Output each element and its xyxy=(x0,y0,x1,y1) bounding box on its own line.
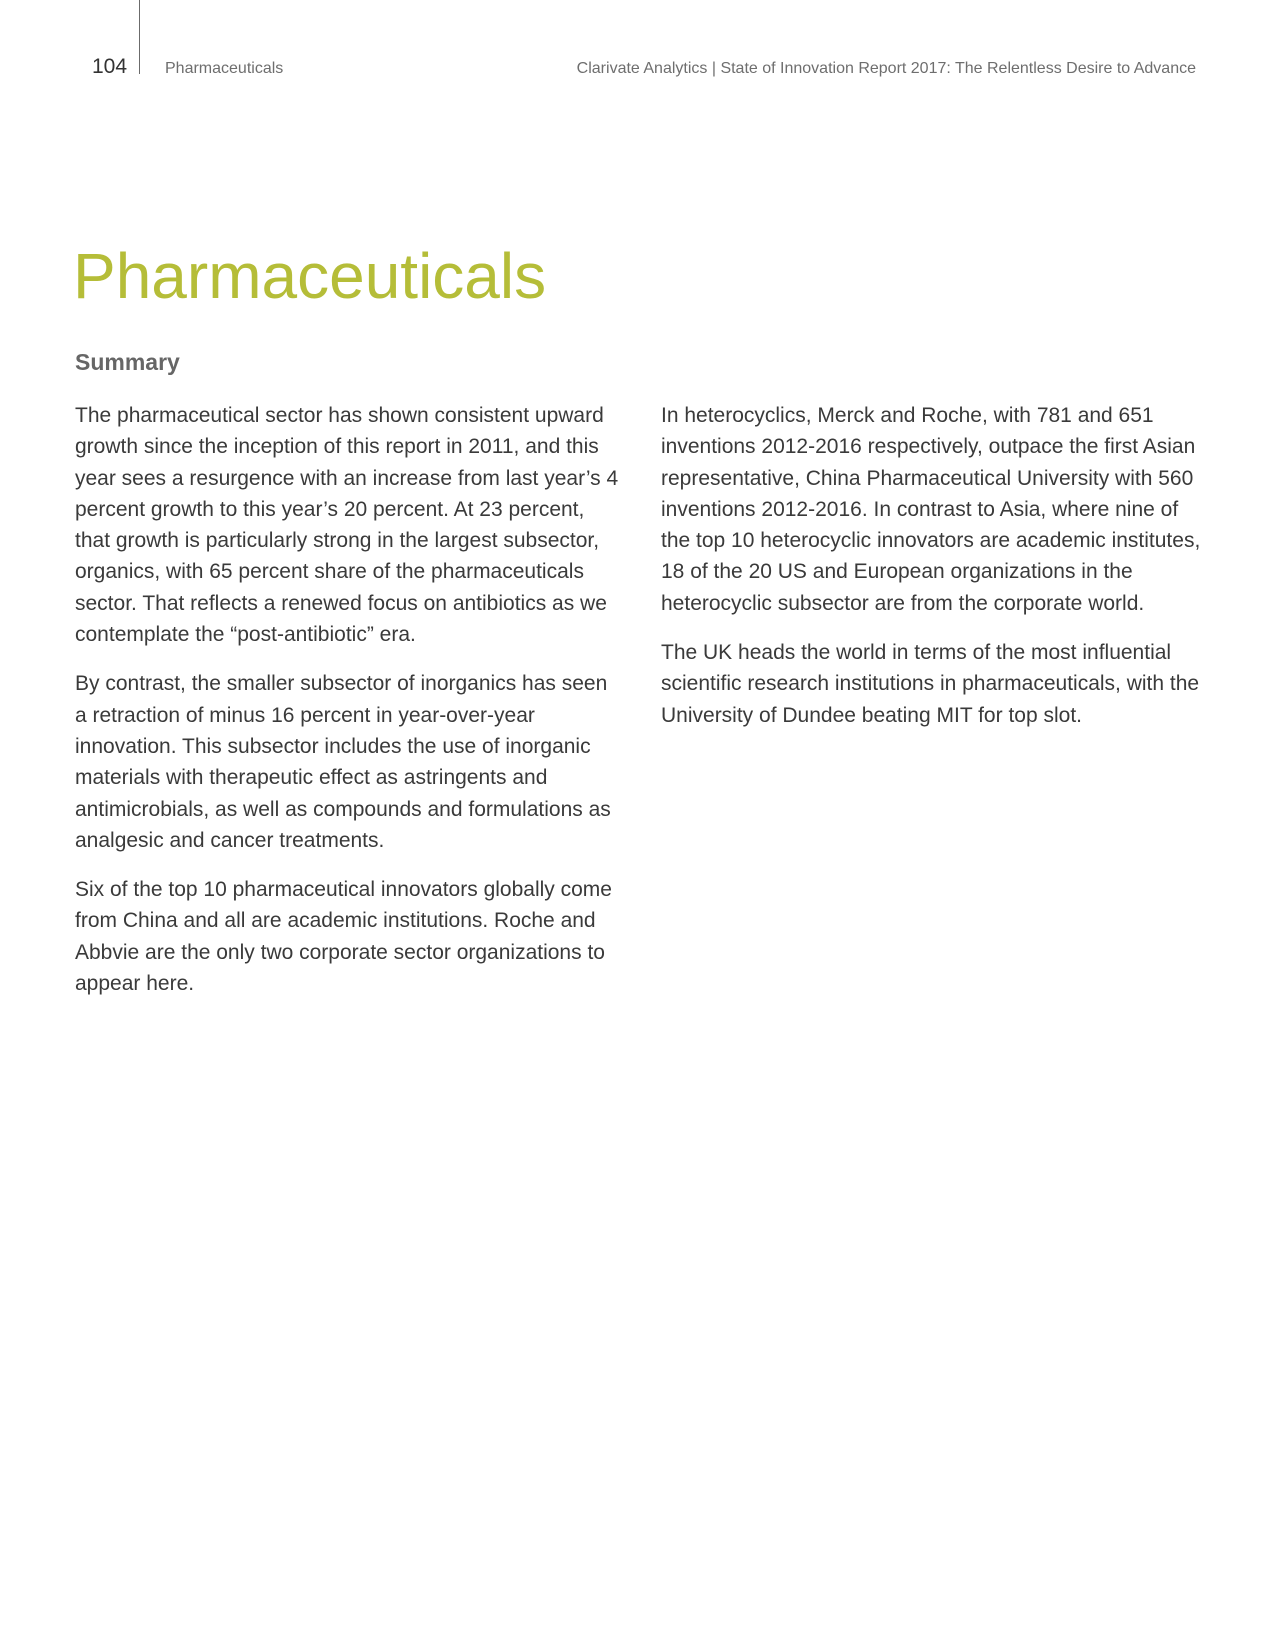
header-running-title: Clarivate Analytics | State of Innovation Report 2017: The Relentless Desire to Advance xyxy=(576,60,1196,77)
summary-paragraph: Six of the top 10 pharmaceutical innovators globally come from China and all are academic institutions. Roche and Abbvie are the only two corporate sector organizations to appear here. xyxy=(75,878,612,996)
summary-paragraph: The pharmaceutical sector has shown consistent upward growth since the inception of this report in 2011, and this year sees a resurgence with an increase from last year’s 4 percent growth to this year’s 20 percent. At 23 percent, that growth is particularly strong in the largest subsector, organics, with 65 percent share of the pharmaceuticals sector. That reflects a renewed focus on antibiotics as we contemplate the “post-antibiotic” era. xyxy=(75,404,619,647)
summary-paragraph: In heterocyclics, Merck and Roche, with 781 and 651 inventions 2012-2016 respectively, outpace the first Asian representative, China Pharmaceutical University with 560 inventions 2012-2016. In contrast to Asia, where nine of the top 10 heterocyclic innovators are academic institutes, 18 of the 20 US and European organizations in the heterocyclic subsector are from the corporate world. xyxy=(661,404,1201,615)
page-number: 104 xyxy=(92,55,128,78)
header-section-name: Pharmaceuticals xyxy=(165,60,284,77)
summary-paragraph: The UK heads the world in terms of the most influential scientific research institutions in pharmaceuticals, with the University of Dundee beating MIT for top slot. xyxy=(661,641,1200,727)
summary-heading: Summary xyxy=(75,349,180,375)
summary-paragraph: By contrast, the smaller subsector of inorganics has seen a retraction of minus 16 percent in year-over-year innovation. This subsector includes the use of inorganic materials with therapeutic effect as astringents and antimicrobials, as well as compounds and formulations as analgesic and cancer treatments. xyxy=(75,672,611,852)
summary-right-column xyxy=(661,400,1206,749)
header-divider xyxy=(139,0,140,74)
summary-left-column xyxy=(75,400,620,1017)
page-title: Pharmaceuticals xyxy=(73,240,547,312)
